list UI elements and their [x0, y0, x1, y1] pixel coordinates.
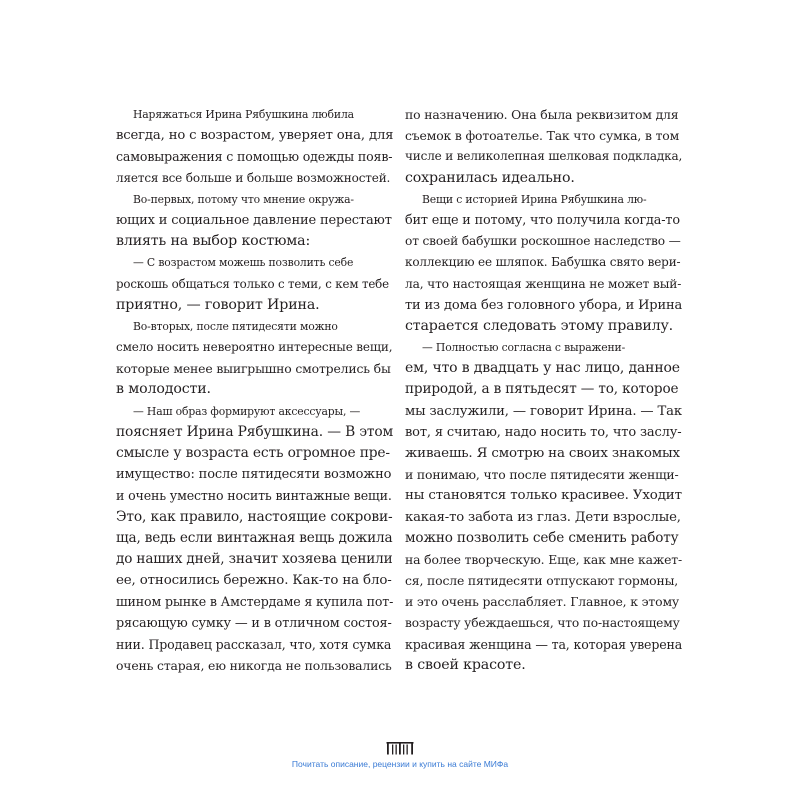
- text-line: ща, ведь если винтажная вещь дожила: [116, 529, 393, 546]
- text-line: нии. Продавец рассказал, что, хотя сумка: [116, 636, 392, 652]
- text-line: мы заслужили, — говорит Ирина. — Так: [405, 403, 682, 419]
- text-line: рясающую сумку — и в отличном состоя-: [116, 615, 392, 631]
- text-line: смысле у возраста есть огромное пре-: [116, 445, 390, 461]
- text-line: Наряжаться Ирина Рябушкина любила: [133, 108, 354, 121]
- text-line: на более творческую. Еще, как мне кажет-: [405, 551, 683, 567]
- text-line: поясняет Ирина Рябушкина. — В этом: [116, 423, 394, 440]
- text-line: ее, относились бережно. Как-то на бло-: [116, 573, 392, 589]
- text-line: шином рынке в Амстердаме я купила пот-: [116, 594, 394, 610]
- text-line: и понимаю, что после пятидесяти женщи-: [405, 467, 679, 483]
- text-line: и очень уместно носить винтажные вещи.: [116, 488, 392, 504]
- text-line: всегда, но с возрастом, уверяет она, для: [116, 128, 394, 144]
- text-line: Вещи с историей Ирина Рябушкина лю-: [422, 192, 647, 206]
- text-line: по назначению. Она была реквизитом для: [405, 107, 679, 122]
- text-line: съемок в фотоателье. Так что сумка, в том: [405, 128, 680, 144]
- text-line: — Наш образ формируют аксессуары, —: [133, 404, 361, 418]
- text-line: приятно, — говорит Ирина.: [116, 296, 320, 313]
- text-line: ла, что настоящая женщина не может вый-: [405, 276, 682, 291]
- text-line: красивая женщина — та, которая уверена: [405, 636, 683, 652]
- publisher-logo-icon: [386, 741, 414, 755]
- text-line: ти из дома без головного убора, и Ирина: [405, 297, 683, 313]
- publisher-site-link[interactable]: Почитать описание, рецензии и купить на сайте МИФа: [291, 759, 509, 769]
- text-line: сохранилась идеально.: [405, 169, 575, 186]
- text-line: и это очень расслабляет. Главное, к этому: [405, 594, 680, 610]
- text-line: от своей бабушки роскошное наследство —: [405, 234, 681, 249]
- text-line: числе и великолепная шелковая подкладка,: [405, 149, 683, 164]
- text-line: ем, что в двадцать у нас лицо, данное: [405, 360, 680, 377]
- text-line: — С возрастом можешь позволить себе: [133, 256, 354, 270]
- text-line: бит еще и потому, что получила когда-то: [405, 212, 680, 228]
- text-column-left: [116, 104, 392, 676]
- text-line: которые менее выигрышно смотрелись бы: [116, 361, 391, 377]
- text-line: ся, после пятидесяти отпускают гормоны,: [405, 573, 679, 589]
- text-line: влиять на выбор костюма:: [116, 233, 311, 250]
- text-line: возрасту убеждаешься, что по-настоящему: [405, 615, 680, 630]
- text-line: смело носить невероятно интересные вещи,: [116, 340, 393, 355]
- text-line: Во-первых, потому что мнение окружа-: [133, 192, 354, 206]
- text-line: вот, я считаю, надо носить то, что заслу-: [405, 424, 682, 440]
- text-line: имущество: после пятидесяти возможно: [116, 467, 392, 483]
- text-line: живаешь. Я смотрю на своих знакомых: [405, 446, 680, 461]
- text-line: старается следовать этому правилу.: [405, 317, 674, 334]
- text-line: коллекцию ее шляпок. Бабушка свято вери-: [405, 255, 681, 270]
- text-line: природой, а в пятьдесят — то, которое: [405, 381, 679, 398]
- text-line: Во-вторых, после пятидесяти можно: [133, 319, 338, 333]
- text-line: до наших дней, значит хозяева ценили: [116, 550, 393, 567]
- text-line: в молодости.: [116, 381, 211, 398]
- text-line: какая-то забота из глаз. Дети взрослые,: [405, 509, 681, 525]
- text-line: Это, как правило, настоящие сокрови-: [116, 508, 393, 525]
- text-line: ны становятся только красивее. Уходит: [405, 488, 682, 504]
- text-line: — Полностью согласна с выражени-: [422, 341, 626, 355]
- text-line: очень старая, ею никогда не пользовались: [116, 657, 392, 673]
- text-column-right: [405, 104, 681, 676]
- text-line: можно позволить себе сменить работу: [405, 529, 679, 546]
- text-line: самовыражения с помощью одежды появ-: [116, 149, 393, 165]
- text-line: в своей красоте.: [405, 656, 526, 673]
- text-line: ляется все больше и больше возможностей.: [116, 170, 391, 185]
- text-line: ющих и социальное давление перестают: [116, 212, 392, 228]
- text-line: роскошь общаться только с теми, с кем тебе: [116, 276, 389, 291]
